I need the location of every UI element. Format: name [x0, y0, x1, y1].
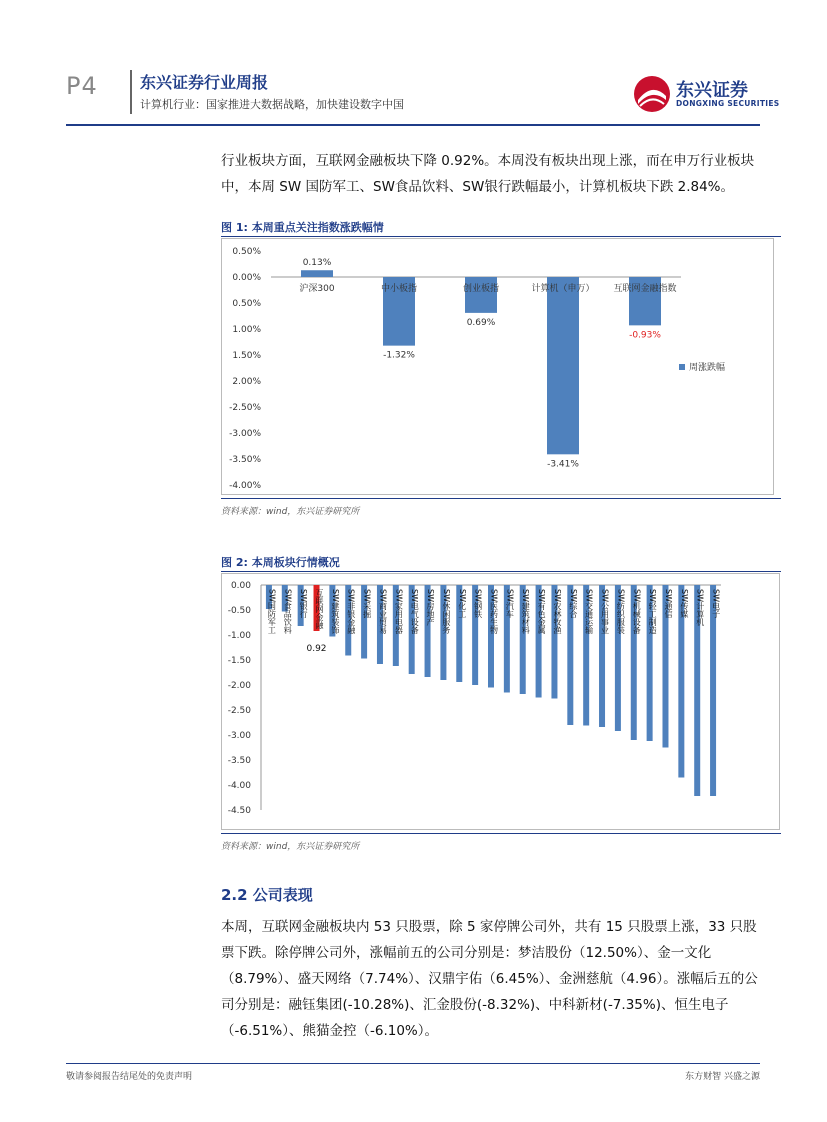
chart2-xtick: SW电气设备: [410, 589, 420, 634]
chart2-ytick: -3.00: [227, 731, 251, 741]
chart1-legend-label: 周涨跌幅: [689, 363, 726, 373]
figure2-source: 资料来源：wind，东兴证券研究所: [221, 842, 360, 852]
dongxing-logo-icon: [632, 74, 674, 114]
chart1-ytick: 0.50%: [232, 247, 261, 257]
chart2-xtick: SW有色金属: [537, 589, 547, 634]
chart2-xtick: SW家用电器: [394, 589, 404, 634]
figure2-title-rule: [221, 571, 781, 572]
chart2-xtick: SW房地产: [426, 589, 436, 626]
chart2-xtick: SW纺织服装: [616, 589, 626, 634]
report-subtitle: 计算机行业：国家推进大数据战略，加快建设数字中国: [140, 98, 404, 111]
chart2-xtick: SW机械设备: [632, 589, 642, 634]
intro-paragraph: 行业板块方面，互联网金融板块下降 0.92%。本周没有板块出现上涨，而在申万行业板块中，本周 SW 国防军工、SW食品饮料、SW银行跌幅最小，计算机板块下跌 2.84%。: [221, 153, 755, 195]
chart2-xtick: SW采掘: [362, 589, 372, 618]
chart1-data-label: -1.32%: [383, 350, 415, 361]
chart2-ytick: -3.50: [227, 756, 251, 766]
figure1-title: 图 1: 本周重点关注指数涨跌幅情: [221, 221, 384, 234]
chart2-ytick: -1.00: [227, 631, 251, 641]
chart1-bar: [547, 277, 579, 454]
chart2-xtick: SW计算机: [695, 589, 705, 626]
footer-rule: [66, 1063, 760, 1064]
chart2-xtick: SW汽车: [505, 589, 515, 618]
chart2-ytick: -1.50: [227, 656, 251, 666]
chart2-xtick: SW商业贸易: [378, 589, 388, 634]
chart2-xtick: SW化工: [457, 589, 467, 618]
chart2-ytick: -2.00: [227, 681, 251, 691]
chart1-xtick: 计算机（申万）: [531, 284, 595, 294]
chart2-ytick: -0.50: [227, 606, 251, 616]
chart1-data-label: 0.13%: [302, 258, 332, 269]
chart2-xtick: SW综合: [568, 589, 578, 618]
section-paragraph: 本周，互联网金融板块内 53 只股票，除 5 家停牌公司外，共有 15 只股票上涨，33 只股票下跌。除停牌公司外，涨幅前五的公司分别是：梦洁股份（12.50%）、金一文化（8.79%）、盛天网络（7.74%）、汉鼎宇佑（6.45%）、金洲慈航（4.96）。涨幅后五的公司分别是：融钰集团(-10.28%)、汇金股份(-8.32%)、中科新材(-7.35%)、恒生电子（-6.51%）、熊猫金控（-6.10%）。: [221, 919, 758, 1039]
chart2-xtick: SW医药生物: [489, 589, 499, 634]
figure1-title-rule: [221, 236, 781, 237]
chart1-xtick: 沪深300: [299, 284, 335, 294]
chart2-xtick: SW电子: [711, 589, 721, 618]
chart2-xtick: SW银行: [299, 589, 309, 618]
chart2-xtick: SW国防军工: [267, 589, 277, 634]
chart1-xtick: 创业板指: [462, 284, 500, 294]
chart1-ytick: 1.50%: [232, 351, 261, 361]
chart1-ytick: -3.50%: [229, 455, 261, 465]
chart2-svg: [221, 573, 781, 833]
chart2-xtick: SW农林牧渔: [552, 589, 562, 634]
chart2-xtick: SW建筑装饰: [330, 589, 340, 634]
chart1-ytick: -3.00%: [229, 429, 261, 439]
chart2-ytick: -4.50: [227, 806, 251, 816]
chart1-svg: [221, 238, 781, 498]
chart2-data-label: 0.92: [306, 644, 327, 654]
chart2-ytick: 0.00: [230, 581, 251, 591]
chart2-xtick: SW食品饮料: [283, 589, 293, 634]
chart1-data-label: -3.41%: [547, 459, 579, 470]
header-separator: [130, 70, 132, 114]
chart1-ytick: 0.00%: [232, 273, 261, 283]
chart2-xtick: SW建筑材料: [521, 589, 531, 634]
figure2-bottom-rule: [221, 833, 781, 834]
page-number: P4: [66, 72, 98, 100]
chart1-ytick: -2.50%: [229, 403, 261, 413]
chart2-xtick: SW传媒: [679, 589, 689, 618]
chart2-xtick: SW休闲服务: [441, 589, 451, 634]
chart1-ytick: 1.00%: [232, 325, 261, 335]
report-title: 东兴证券行业周报: [140, 73, 269, 92]
chart2-xtick: SW非银金融: [346, 589, 356, 634]
footer-slogan: 东方财智 兴盛之源: [685, 1072, 760, 1082]
chart1-legend-swatch: [679, 364, 685, 370]
chart2-ytick: -2.50: [227, 706, 251, 716]
chart1-bar: [462, 277, 500, 313]
chart2-xtick: 互联网金融: [315, 589, 325, 629]
figure2-title: 图 2: 本周板块行情概况: [221, 556, 340, 569]
chart2-xtick: SW通信: [663, 589, 673, 618]
chart1-data-label: -0.93%: [629, 330, 661, 341]
chart1-ytick: 0.50%: [232, 299, 261, 309]
figure1-bottom-rule: [221, 498, 781, 499]
chart2-xtick: SW交通运输: [584, 589, 594, 634]
chart1-ytick: 2.00%: [232, 377, 261, 387]
chart1-xtick: 中小板指: [380, 284, 418, 294]
figure1-source: 资料来源：wind，东兴证券研究所: [221, 507, 360, 517]
footer-disclaimer: 敬请参阅报告结尾处的免责声明: [66, 1072, 193, 1082]
chart1-bar: [301, 270, 333, 277]
section-heading: 2.2 公司表现: [221, 886, 313, 904]
chart2-xtick: SW钢铁: [473, 589, 483, 618]
chart1-xtick: 互联网金融指数: [613, 284, 677, 294]
chart2-xtick: SW公用事业: [600, 589, 610, 634]
chart2-ytick: -4.00: [227, 781, 251, 791]
chart2-xtick: SW轻工制造: [648, 589, 658, 634]
logo-text-en: DONGXING SECURITIES: [676, 99, 780, 108]
chart1-data-label: 0.69%: [466, 317, 496, 328]
logo-text-cn: 东兴证券: [676, 80, 748, 101]
header-rule: [66, 124, 760, 126]
chart1-ytick: -4.00%: [229, 481, 261, 491]
